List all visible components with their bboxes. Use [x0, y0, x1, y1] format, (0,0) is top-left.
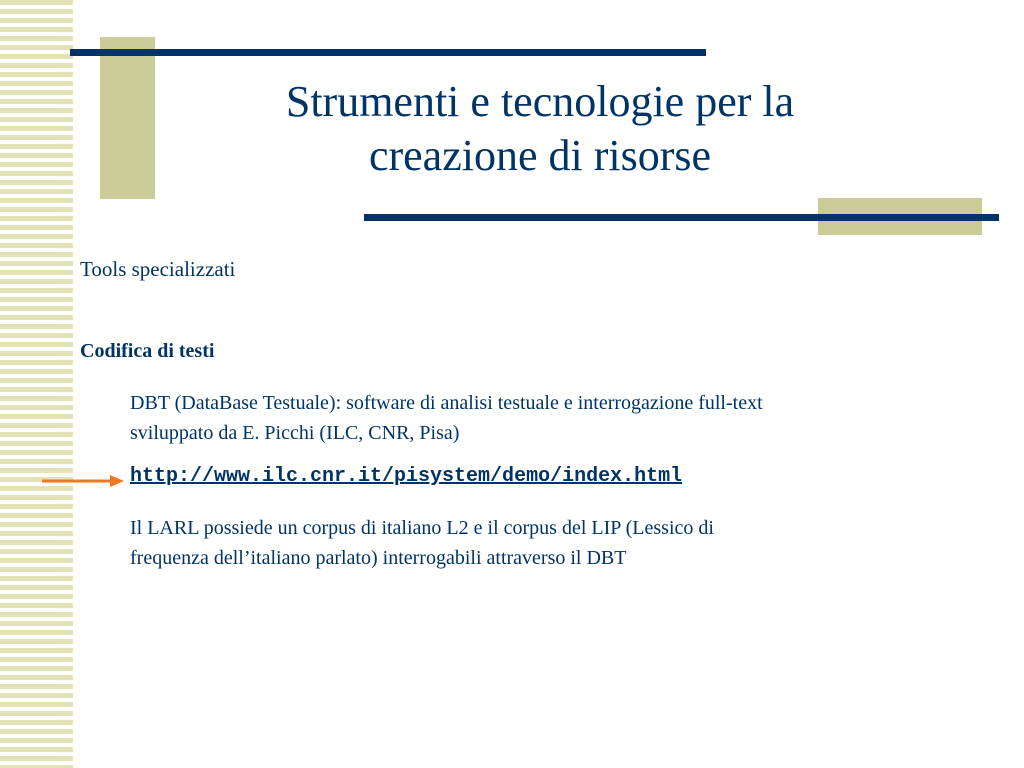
subheading: Tools specializzati: [80, 257, 236, 281]
larl-description: [130, 513, 960, 573]
dbt-description: [130, 388, 960, 448]
arrow-right-icon: [40, 471, 125, 491]
larl-description-line-2: frequenza dell’italiano parlato) interrogabili attraverso il DBT: [130, 547, 627, 569]
section-title: Codifica di testi: [80, 340, 215, 362]
larl-description-line-1: Il LARL possiede un corpus di italiano L2 e il corpus del LIP (Lessico di: [130, 517, 714, 539]
slide-title-line-1: Strumenti e tecnologie per la: [285, 77, 795, 126]
dbt-description-line-2: sviluppato da E. Picchi (ILC, CNR, Pisa): [130, 422, 460, 444]
slide-title-line-2: creazione di risorse: [368, 131, 712, 180]
bottom-decorative-line: [364, 214, 999, 221]
left-stripe-pattern: [0, 0, 73, 768]
dbt-description-line-1: DBT (DataBase Testuale): software di analisi testuale e interrogazione full-text: [130, 392, 763, 414]
dbt-demo-link[interactable]: http://www.ilc.cnr.it/pisystem/demo/index.html: [130, 465, 683, 488]
top-decorative-block: [100, 37, 155, 199]
top-decorative-line: [70, 49, 706, 56]
slide-title: [180, 75, 900, 183]
